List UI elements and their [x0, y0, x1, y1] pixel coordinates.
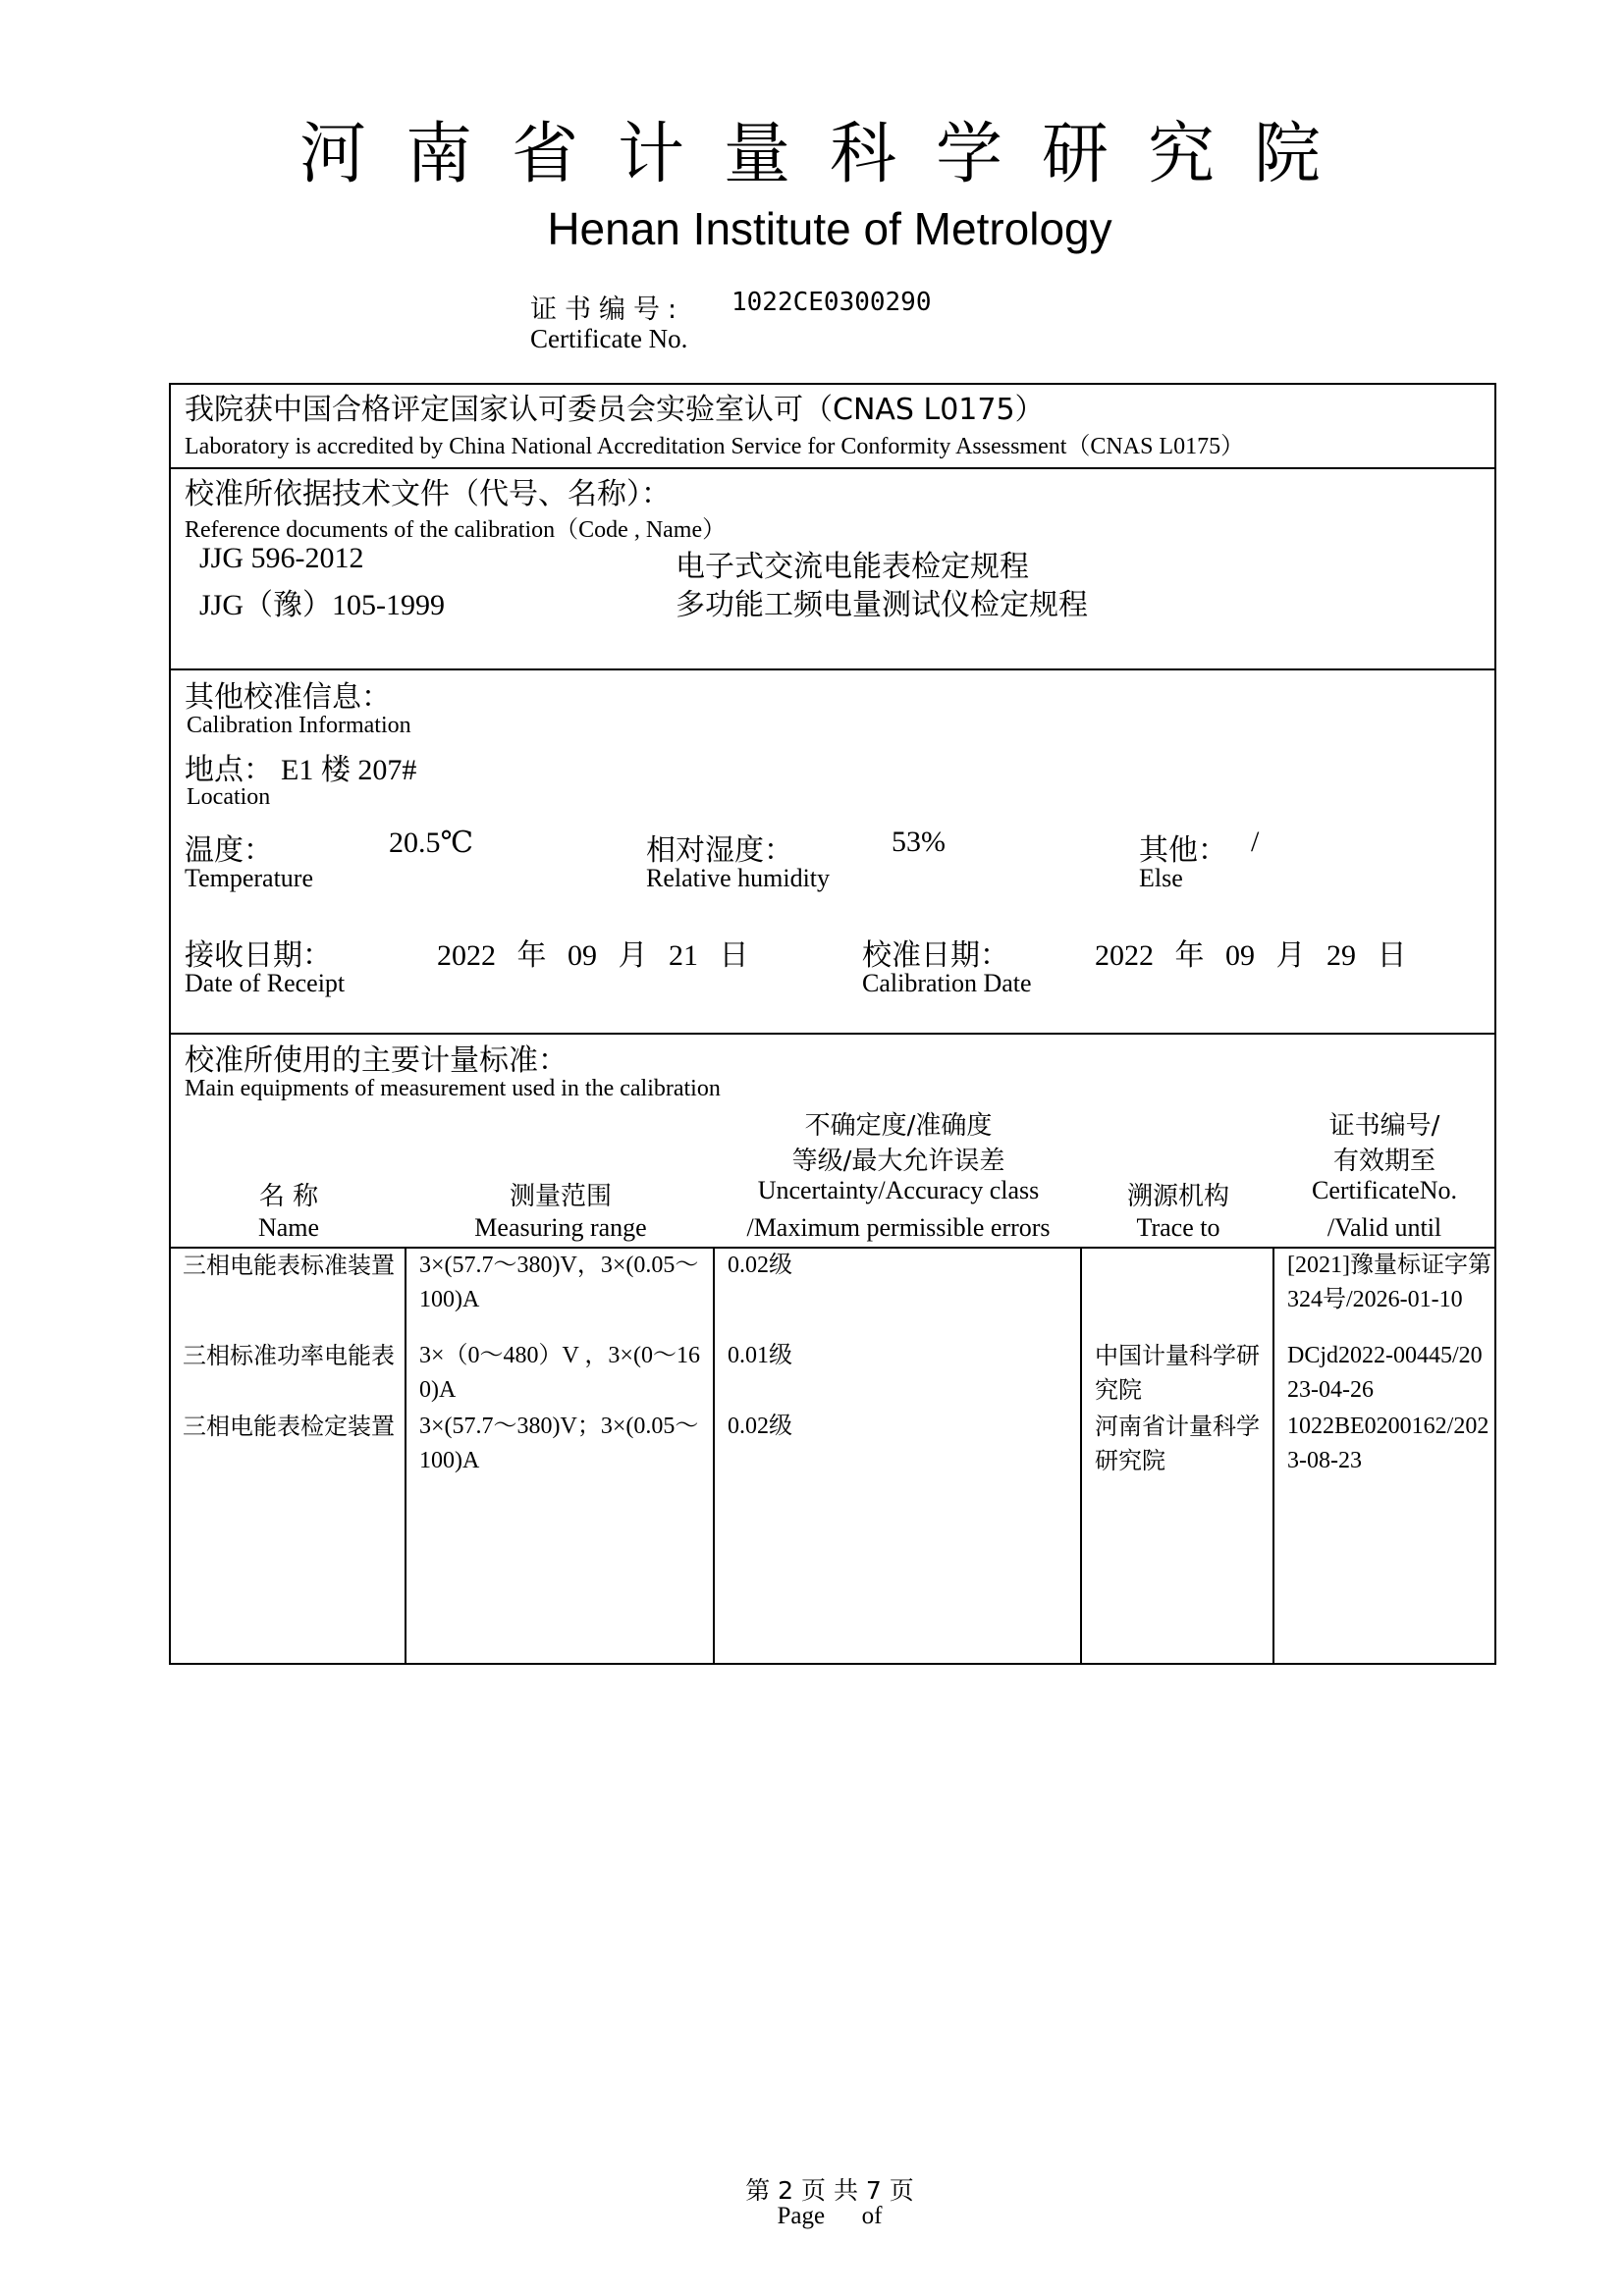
- year-char: 年: [1174, 938, 1205, 973]
- reference-title-en: Reference documents of the calibration（Code , Name）: [185, 517, 727, 543]
- header-uncertainty-en: Uncertainty/Accuracy class: [757, 1176, 1040, 1204]
- reference-doc-code: JJG（豫）105-1999: [199, 589, 446, 621]
- location-label-en: Location: [187, 784, 271, 810]
- reference-doc-name: 多功能工频电量测试仪检定规程: [676, 588, 1088, 622]
- equipment-trace: 中国计量科学研究院: [1095, 1342, 1260, 1404]
- header-range-cn: 测量范围: [509, 1182, 612, 1211]
- equipment-range: 3×(57.7～380)V；3×(0.05～100)A: [419, 1414, 699, 1473]
- month-char: 月: [618, 938, 648, 973]
- receipt-label-cn: 接收日期：: [185, 938, 332, 973]
- header-trace-cn: 溯源机构: [1126, 1182, 1229, 1211]
- equipment-title-cn: 校准所使用的主要计量标准：: [185, 1043, 568, 1078]
- equipment-name: 三相标准功率电能表: [183, 1342, 395, 1369]
- equipment-cert: DCjd2022-00445/2023-04-26: [1287, 1343, 1483, 1403]
- certificate-label-cn: 证书编号:: [530, 294, 685, 325]
- institute-name-cn: 河南省计量科学研究院: [298, 116, 1360, 193]
- else-value: /: [1251, 826, 1260, 858]
- receipt-month: 09: [568, 939, 597, 972]
- page-number-cn: 第 2 页 共 7 页: [745, 2176, 914, 2205]
- humidity-value: 53%: [892, 826, 946, 858]
- equipment-range: 3×(57.7～380)V，3×(0.05～100)A: [419, 1253, 699, 1312]
- header-cert-en: /Valid until: [1326, 1213, 1442, 1242]
- calibration-date: [1095, 931, 1421, 974]
- header-cert-cn: 证书编号/: [1328, 1111, 1440, 1141]
- calibration-day: 29: [1326, 939, 1356, 972]
- equipment-uncertainty: 0.02级: [728, 1414, 792, 1439]
- header-cert-en: CertificateNo.: [1312, 1176, 1457, 1204]
- column-divider: [713, 1248, 715, 1664]
- header-trace-en: Trace to: [1136, 1213, 1220, 1242]
- header-uncertainty-cn: 不确定度/准确度: [804, 1111, 993, 1141]
- day-char: 日: [1377, 938, 1407, 973]
- equipment-name: 三相电能表标准装置: [183, 1252, 395, 1279]
- column-divider: [1272, 1248, 1274, 1664]
- equipment-cert: 1022BE0200162/2023-08-23: [1287, 1414, 1489, 1473]
- calibration-date-label-en: Calibration Date: [862, 969, 1032, 997]
- header-uncertainty-cn: 等级/最大允许误差: [791, 1147, 1005, 1176]
- header-name-cn: 名 称: [258, 1182, 319, 1211]
- else-label-en: Else: [1139, 864, 1183, 892]
- institute-name-en: Henan Institute of Metrology: [547, 203, 1112, 254]
- year-char: 年: [516, 938, 547, 973]
- certificate-label-en: Certificate No.: [530, 324, 688, 353]
- humidity-label-en: Relative humidity: [646, 864, 831, 892]
- calibration-month: 09: [1225, 939, 1255, 972]
- temperature-label-cn: 温度：: [185, 833, 273, 868]
- header-cert-cn: 有效期至: [1332, 1147, 1435, 1176]
- calibration-year: 2022: [1095, 939, 1154, 972]
- else-label-cn: 其他：: [1139, 833, 1227, 868]
- reference-title-cn: 校准所依据技术文件（代号、名称）：: [185, 477, 671, 511]
- page-number-en: Page of: [777, 2203, 883, 2229]
- column-divider: [405, 1248, 406, 1664]
- equipment-range: 3×（0～480）V ，3×(0～160)A: [419, 1343, 700, 1403]
- accreditation-cn: 我院获中国合格评定国家认可委员会实验室认可（CNAS L0175）: [185, 393, 1045, 427]
- certificate-number: 1022CE0300290: [731, 288, 932, 317]
- receipt-day: 21: [669, 939, 698, 972]
- accreditation-en: Laboratory is accredited by China National Accreditation Service for Conformity Assessment（CNAS L0175）: [185, 434, 1245, 459]
- reference-doc-name: 电子式交流电能表检定规程: [676, 550, 1029, 584]
- header-range-en: Measuring range: [474, 1213, 647, 1242]
- equipment-uncertainty: 0.01级: [728, 1343, 792, 1368]
- day-char: 日: [719, 938, 749, 973]
- reference-doc-code: JJG 596-2012: [199, 542, 364, 574]
- equipment-name: 三相电能表检定装置: [183, 1413, 395, 1440]
- equipment-cert: [2021]豫量标证字第324号/2026-01-10: [1287, 1253, 1491, 1312]
- location-value: E1 楼 207#: [281, 754, 417, 786]
- equipment-trace: 河南省计量科学研究院: [1095, 1413, 1260, 1474]
- calibration-info-title-en: Calibration Information: [187, 713, 411, 738]
- header-uncertainty-en: /Maximum permissible errors: [746, 1213, 1051, 1242]
- column-divider: [1080, 1248, 1082, 1664]
- receipt-label-en: Date of Receipt: [185, 969, 346, 997]
- humidity-label-cn: 相对湿度：: [646, 833, 793, 868]
- location-label-cn: 地点：: [185, 753, 273, 787]
- temperature-label-en: Temperature: [185, 864, 313, 892]
- calibration-date-label-cn: 校准日期：: [862, 938, 1009, 973]
- receipt-date: [437, 931, 763, 974]
- header-name-en: Name: [257, 1213, 320, 1242]
- receipt-year: 2022: [437, 939, 496, 972]
- month-char: 月: [1275, 938, 1306, 973]
- equipment-title-en: Main equipments of measurement used in the calibration: [185, 1076, 721, 1101]
- calibration-info-title-cn: 其他校准信息：: [185, 680, 391, 715]
- equipment-uncertainty: 0.02级: [728, 1253, 792, 1278]
- temperature-value: 20.5℃: [389, 827, 474, 859]
